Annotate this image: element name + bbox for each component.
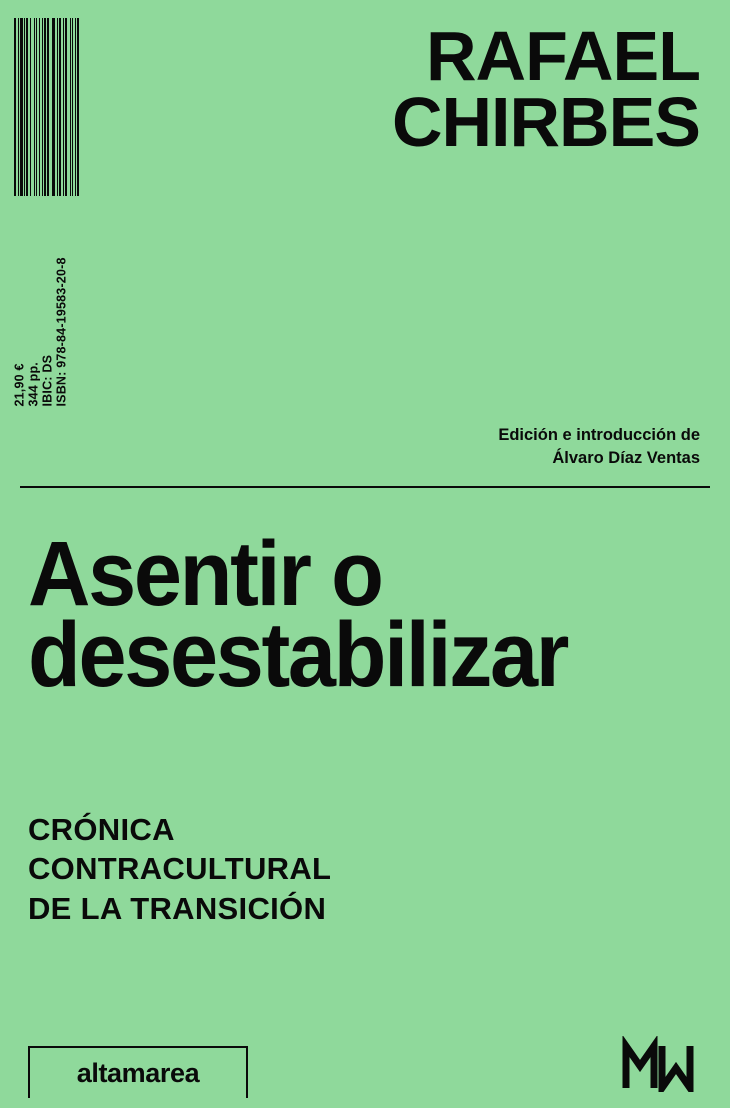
barcode-metadata (6, 206, 76, 406)
ibic-label: IBIC: DS (40, 354, 55, 406)
publisher-box (28, 1046, 248, 1098)
price-label: 21,90 € (12, 362, 27, 406)
book-subtitle (28, 810, 331, 928)
editor-credit-line-2: Álvaro Díaz Ventas (552, 449, 700, 468)
book-title-line-2: desestabilizar (28, 603, 568, 706)
isbn-label: ISBN: 978-84-19583-20-8 (54, 256, 69, 406)
editor-credit-line-1: Edición e introducción de (498, 426, 700, 444)
publisher-name: altamarea (76, 1057, 200, 1088)
editor-credit (498, 424, 700, 471)
pages-label: 344 pp. (26, 361, 41, 406)
publisher-logo-icon (622, 1036, 694, 1092)
divider (20, 486, 710, 488)
book-title-line-1: Asentir o (28, 523, 382, 625)
barcode-icon (14, 18, 80, 196)
book-subtitle-line-1: CRÓNICA (28, 812, 175, 847)
author-first-name: RAFAEL (426, 17, 700, 95)
book-subtitle-line-3: DE LA TRANSICIÓN (28, 890, 327, 926)
book-subtitle-line-2: CONTRACULTURAL (28, 851, 332, 887)
author-name (391, 17, 700, 161)
book-title (28, 523, 658, 706)
author-last-name: CHIRBES (391, 82, 700, 161)
